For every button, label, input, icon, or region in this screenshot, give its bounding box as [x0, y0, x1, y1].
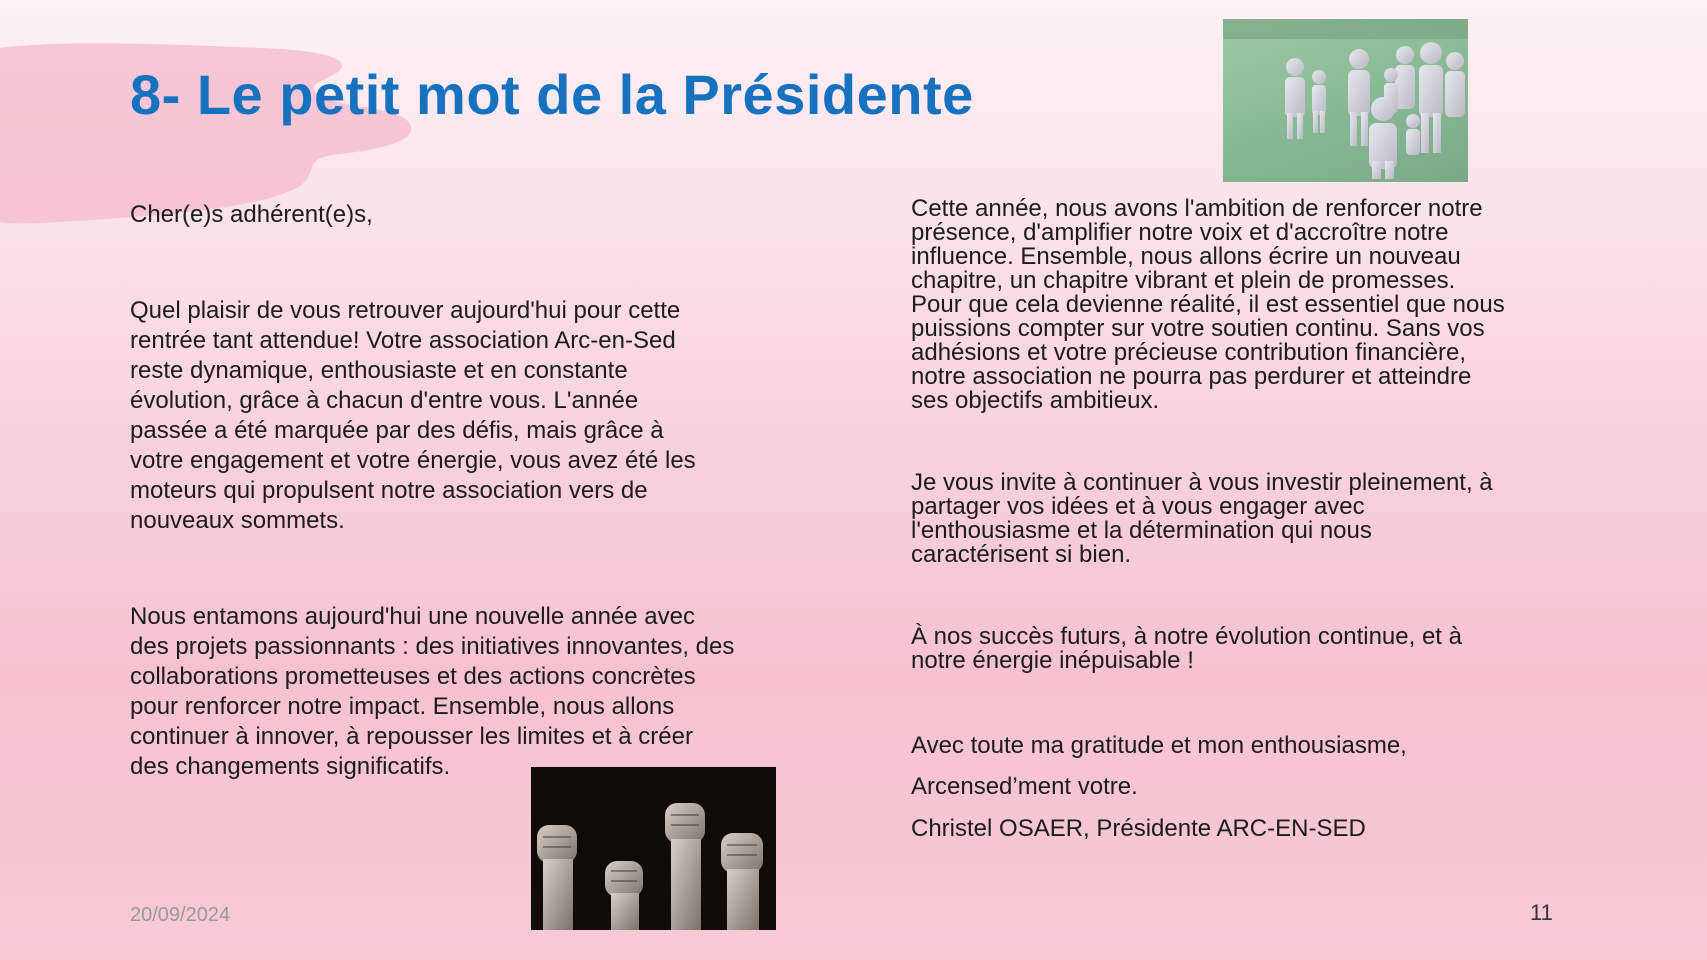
closing-line: Avec toute ma gratitude et mon enthousiasme,: [911, 732, 1407, 759]
right-paragraph-2: Je vous invite à continuer à vous investir pleinement, à partager vos idées et à vous engager avec l'enthousiasme et la détermination qui nous caractérisent si bien.: [911, 469, 1493, 568]
paper-people-family-graphic: [1223, 19, 1468, 182]
footer-date: 20/09/2024: [130, 904, 231, 926]
slide-title: 8- Le petit mot de la Présidente: [130, 63, 974, 126]
left-text-column: [130, 200, 830, 782]
salutation: Cher(e)s adhérent(e)s,: [130, 201, 373, 228]
right-paragraph-3: À nos succès futurs, à notre évolution continue, et à notre énergie inépuisable !: [911, 623, 1462, 674]
left-paragraph-1: Quel plaisir de vous retrouver aujourd'hui pour cette rentrée tant attendue! Votre association Arc-en-Sed reste dynamique, enthousiaste et en constante évolution, grâce à chacun d'entre vous. L'année passée a été marquée par des défis, mais grâce à votre engagement et votre énergie, vous avez été les moteurs qui propulsent notre association vers de nouveaux sommets.: [130, 297, 696, 534]
raised-fists-graphic: [531, 767, 776, 930]
right-paragraph-1: Cette année, nous avons l'ambition de renforcer notre présence, d'amplifier notre voix et d'accroître notre influence. Ensemble, nous allons écrire un nouveau chapitre, un chapitre vibrant et plein de promesses. Pour que cela devienne réalité, il est essentiel que nous puissions compter sur votre soutien continu. Sans vos adhésions et votre précieuse contribution financière, notre association ne pourra pas perdurer et atteindre ses objectifs ambitieux.: [911, 195, 1505, 414]
signoff-line: Arcensed’ment votre.: [911, 773, 1138, 800]
left-paragraph-2: Nous entamons aujourd'hui une nouvelle année avec des projets passionnants : des initiatives innovantes, des collaborations prometteuses et des actions concrètes pour renforcer notre impact. Ensemble, nous allons continuer à innover, à repousser les limites et à créer des changements significatifs.: [130, 603, 735, 780]
signature-line: Christel OSAER, Présidente ARC-EN-SED: [911, 815, 1366, 842]
page-number: 11: [1530, 900, 1553, 925]
right-text-column: [911, 197, 1611, 844]
raised-fists-image: [531, 767, 776, 930]
paper-people-family-image: [1223, 19, 1468, 182]
